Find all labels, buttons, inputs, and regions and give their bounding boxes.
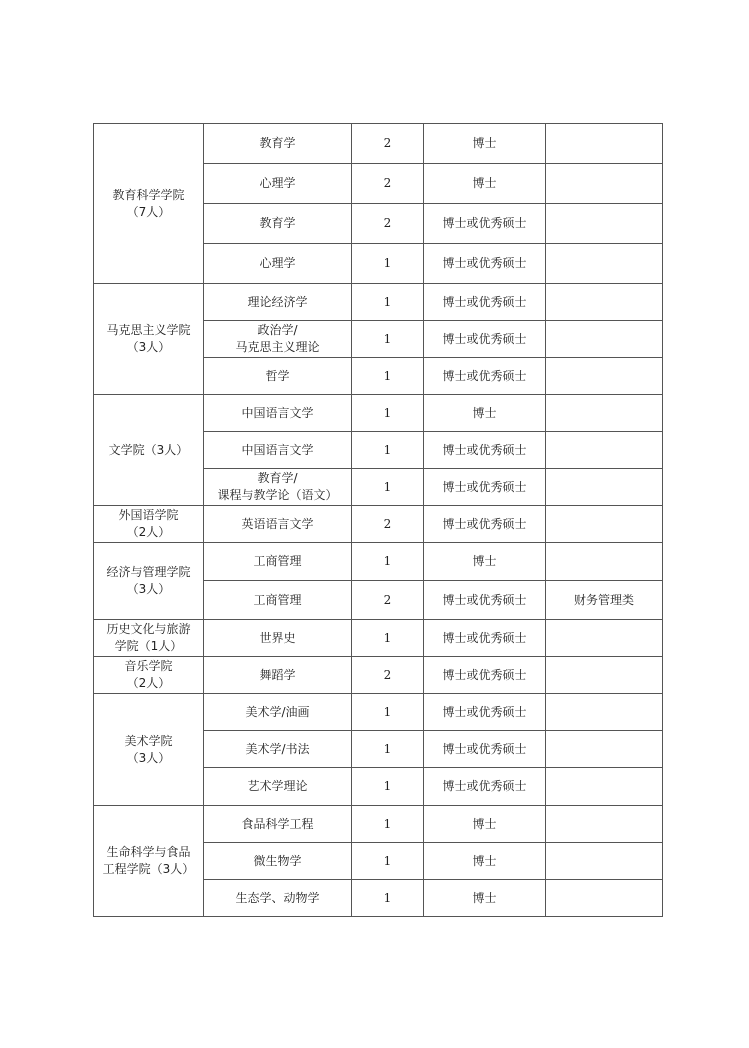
count-cell: 2 [352,581,424,620]
major-line: 艺术学理论 [247,779,308,793]
dept-line: （2人） [126,676,171,690]
major-line: 英语语言文学 [241,516,314,531]
dept-cell [94,620,204,657]
dept-cell [94,284,204,395]
dept-line: （7人） [126,204,171,219]
note-cell [546,395,663,432]
count-cell: 2 [352,124,424,164]
note-cell [546,321,663,358]
degree-cell: 博士或优秀硕士 [424,581,546,620]
major-cell [204,506,352,543]
note-cell [546,204,663,244]
dept-cell [94,124,204,284]
count-cell: 1 [352,321,424,358]
dept-line: 教育科学学院 [112,187,185,202]
dept-line: （2人） [126,525,171,539]
degree-cell: 博士 [424,843,546,880]
table-row [94,806,663,843]
major-cell [204,244,352,284]
major-line: 政治学/ [257,323,298,337]
major-line: 工商管理 [253,554,302,568]
major-cell [204,843,352,880]
count-cell: 2 [352,164,424,204]
dept-cell [94,657,204,694]
dept-line: 历史文化与旅游 [106,622,191,636]
recruitment-table [93,123,663,917]
major-line: 世界史 [259,630,296,645]
major-line: 美术学/书法 [245,741,310,756]
dept-line: 马克思主义学院 [106,323,191,337]
table-row [94,657,663,694]
degree-cell: 博士或优秀硕士 [424,358,546,395]
major-line: 生态学、动物学 [235,890,320,905]
degree-cell: 博士 [424,543,546,581]
major-cell [204,731,352,768]
note-cell [546,694,663,731]
note-cell: 财务管理类 [546,581,663,620]
major-cell [204,204,352,244]
note-cell [546,806,663,843]
degree-cell: 博士或优秀硕士 [424,469,546,506]
dept-line: 生命科学与食品 [106,845,191,859]
count-cell: 2 [352,204,424,244]
note-cell [546,843,663,880]
major-line: 中国语言文学 [241,405,314,420]
major-cell [204,806,352,843]
count-cell: 1 [352,620,424,657]
degree-cell: 博士或优秀硕士 [424,506,546,543]
dept-cell [94,806,204,917]
major-cell [204,124,352,164]
dept-cell [94,506,204,543]
dept-line: 美术学院 [124,733,173,748]
table-row [94,506,663,543]
count-cell: 1 [352,469,424,506]
count-cell: 1 [352,880,424,917]
major-cell [204,694,352,731]
major-cell [204,543,352,581]
dept-cell [94,694,204,806]
degree-cell: 博士或优秀硕士 [424,657,546,694]
dept-line: 经济与管理学院 [106,565,191,579]
note-cell [546,506,663,543]
major-cell [204,581,352,620]
count-cell: 1 [352,244,424,284]
count-cell: 1 [352,806,424,843]
major-cell [204,432,352,469]
note-cell [546,244,663,284]
major-cell [204,620,352,657]
count-cell: 2 [352,506,424,543]
major-line: 心理学 [259,176,296,190]
table-row [94,543,663,581]
count-cell: 1 [352,843,424,880]
major-line: 舞蹈学 [259,667,296,682]
major-cell [204,358,352,395]
degree-cell: 博士 [424,164,546,204]
dept-line: 工程学院（3人） [102,862,195,876]
note-cell [546,768,663,806]
major-cell [204,321,352,358]
note-cell [546,731,663,768]
dept-line: 音乐学院 [124,659,173,673]
note-cell [546,284,663,321]
note-cell [546,543,663,581]
table-row [94,284,663,321]
count-cell: 1 [352,543,424,581]
count-cell: 1 [352,284,424,321]
degree-cell: 博士或优秀硕士 [424,321,546,358]
note-cell [546,124,663,164]
major-line: 教育学 [259,136,296,150]
dept-line: （3人） [126,750,171,765]
count-cell: 1 [352,731,424,768]
table-row [94,124,663,164]
count-cell: 2 [352,657,424,694]
major-line: 心理学 [259,256,296,270]
major-line: 中国语言文学 [241,442,314,457]
degree-cell: 博士或优秀硕士 [424,768,546,806]
major-cell [204,657,352,694]
major-line: 理论经济学 [247,294,308,309]
major-line: 马克思主义理论 [235,340,320,354]
major-cell [204,880,352,917]
degree-cell: 博士或优秀硕士 [424,432,546,469]
degree-cell: 博士 [424,806,546,843]
degree-cell: 博士 [424,880,546,917]
table-row [94,395,663,432]
major-cell [204,164,352,204]
major-line: 教育学/ [257,471,298,485]
dept-line: 学院（1人） [114,639,183,653]
table-row [94,620,663,657]
major-line: 工商管理 [253,592,302,607]
dept-line: （3人） [126,340,171,354]
dept-line: 外国语学院 [118,508,179,522]
count-cell: 1 [352,432,424,469]
dept-cell [94,543,204,620]
note-cell [546,432,663,469]
major-line: 微生物学 [253,853,302,868]
dept-cell [94,395,204,506]
major-cell [204,395,352,432]
count-cell: 1 [352,395,424,432]
degree-cell: 博士或优秀硕士 [424,620,546,657]
note-cell [546,469,663,506]
note-cell [546,358,663,395]
major-cell [204,469,352,506]
major-line: 教育学 [259,216,296,230]
degree-cell: 博士或优秀硕士 [424,284,546,321]
note-cell [546,880,663,917]
degree-cell: 博士或优秀硕士 [424,694,546,731]
dept-line: 文学院（3人） [108,442,189,457]
count-cell: 1 [352,768,424,806]
major-line: 美术学/油画 [245,704,310,719]
degree-cell: 博士 [424,124,546,164]
major-line: 食品科学工程 [241,816,314,831]
major-cell [204,284,352,321]
note-cell [546,164,663,204]
table-row [94,694,663,731]
dept-line: （3人） [126,582,171,596]
degree-cell: 博士或优秀硕士 [424,244,546,284]
count-cell: 1 [352,694,424,731]
major-cell [204,768,352,806]
degree-cell: 博士或优秀硕士 [424,204,546,244]
major-line: 哲学 [265,368,290,383]
count-cell: 1 [352,358,424,395]
note-cell [546,620,663,657]
note-cell [546,657,663,694]
degree-cell: 博士 [424,395,546,432]
major-line: 课程与教学论（语文） [217,488,338,502]
degree-cell: 博士或优秀硕士 [424,731,546,768]
